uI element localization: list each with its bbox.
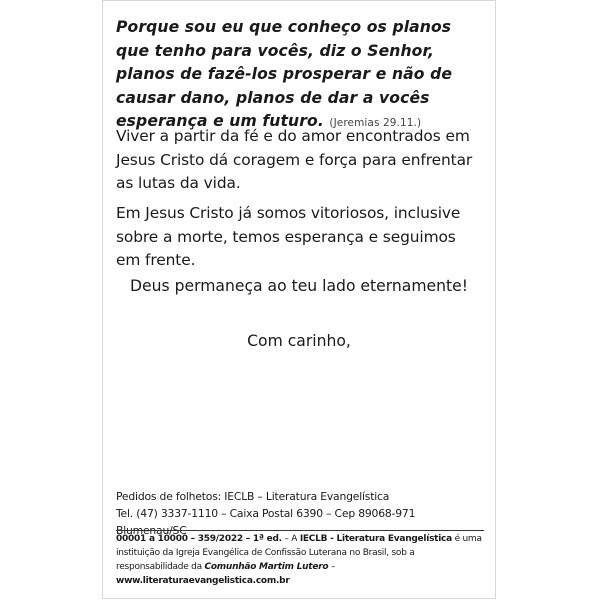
- legal-text-c: –: [328, 562, 336, 572]
- paragraph-faith: Viver a partir da fé e do amor encontrados em Jesus Cristo dá coragem e força para enfrentar as lutas da vida.: [116, 127, 473, 192]
- footer-divider: [116, 530, 484, 531]
- legal-notice: [116, 532, 484, 588]
- leaflet-page: [102, 0, 496, 599]
- legal-text-a: – A: [281, 534, 300, 544]
- paragraph-victory: Em Jesus Cristo já somos vitoriosos, inclusive sobre a morte, temos esperança e seguimos em frente.: [116, 204, 461, 269]
- verse-text: Porque sou eu que conheço os planos que tenho para vocês, diz o Senhor, planos de fazê-los prosperar e não de causar dano, planos de dar a vocês esperança e um futuro.: [116, 18, 453, 130]
- community-name: Comunhão Martim Lutero: [204, 562, 329, 572]
- print-run: 00001 a 10000 – 359/2022 – 1ª ed.: [116, 534, 282, 544]
- orders-line: Pedidos de folhetos: IECLB – Literatura Evangelística: [116, 490, 390, 503]
- bible-verse: [116, 16, 484, 136]
- closing-line: Com carinho,: [247, 332, 351, 350]
- publisher-name: IECLB - Literatura Evangelística: [299, 534, 452, 544]
- contact-line: Tel. (47) 3337-1110 – Caixa Postal 6390 – Cep 89068-971 Blumenau/SC: [116, 507, 416, 537]
- legal-text-b: é uma instituição da Igreja Evangélica de Confissão Luterana no Brasil, sob a responsabilidade da: [116, 534, 482, 572]
- blessing-line: Deus permaneça ao teu lado eternamente!: [130, 277, 468, 295]
- verse-reference: (Jeremias 29.11.): [329, 117, 422, 129]
- website-link: www.literaturaevangelistica.com.br: [116, 576, 290, 586]
